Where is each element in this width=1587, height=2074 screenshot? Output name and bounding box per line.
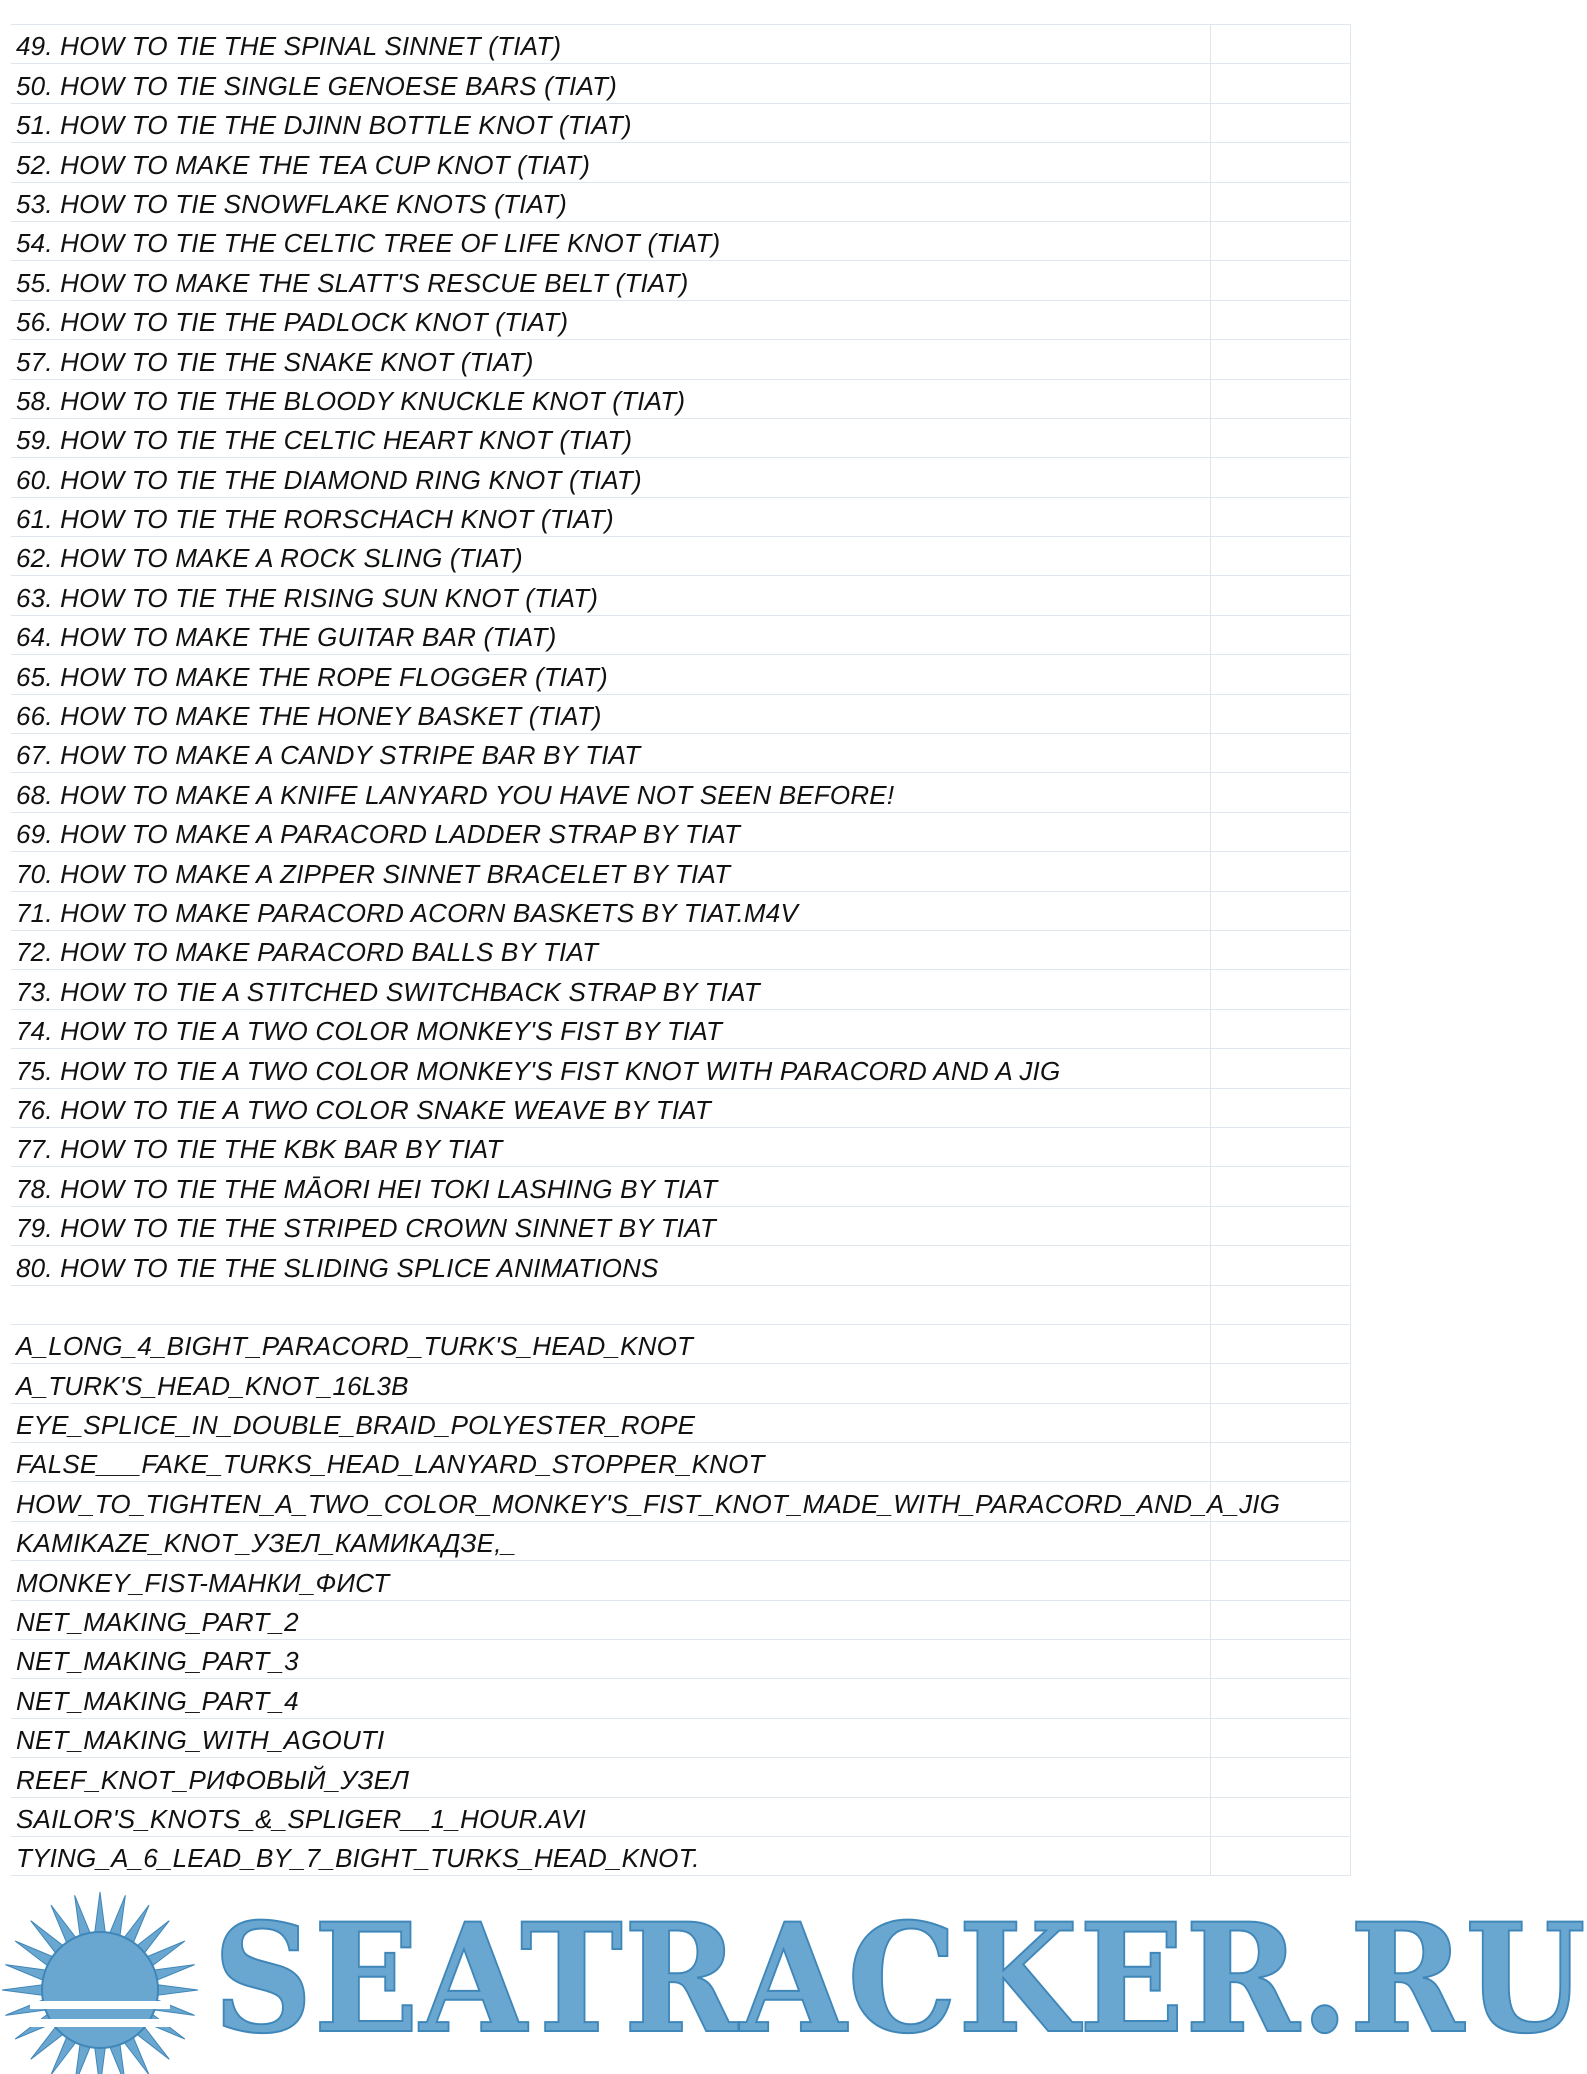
- sun-icon: [0, 1895, 220, 2074]
- cell-text: 51. HOW TO TIE THE DJINN BOTTLE KNOT (TIAT): [16, 110, 632, 141]
- table-row: [11, 1010, 1351, 1049]
- cell-text: 56. HOW TO TIE THE PADLOCK KNOT (TIAT): [16, 307, 569, 338]
- table-row: [11, 1286, 1351, 1325]
- cell-b[interactable]: [1211, 458, 1351, 496]
- table-row: [11, 1089, 1351, 1128]
- cell-b[interactable]: [1211, 1049, 1351, 1087]
- cell-text: KAMIKAZE_KNOT_УЗЕЛ_КАМИКАДЗЕ,_: [16, 1528, 517, 1559]
- cell-b[interactable]: [1211, 1443, 1351, 1481]
- table-row: [11, 1798, 1351, 1837]
- sun-ray: [95, 1892, 106, 1934]
- table-row: [11, 537, 1351, 576]
- sun-ray: [152, 1965, 194, 1981]
- table-row: [11, 1167, 1351, 1206]
- cell-a[interactable]: [11, 1325, 1211, 1363]
- cell-a[interactable]: [11, 104, 1211, 142]
- cell-b[interactable]: [1211, 1640, 1351, 1678]
- cell-text: MONKEY_FIST-МАНКИ_ФИСТ: [16, 1567, 390, 1598]
- cell-b[interactable]: [1211, 813, 1351, 851]
- cell-a[interactable]: [11, 734, 1211, 772]
- cell-text: NET_MAKING_PART_4: [16, 1685, 299, 1716]
- cell-a[interactable]: [11, 1522, 1211, 1560]
- table-row: [11, 1404, 1351, 1443]
- cell-b[interactable]: [1211, 931, 1351, 969]
- cell-text: 57. HOW TO TIE THE SNAKE KNOT (TIAT): [16, 346, 534, 377]
- watermark-text: SEATRACKER.RU: [213, 1891, 1587, 2067]
- table-row: [11, 616, 1351, 655]
- cell-b[interactable]: [1211, 301, 1351, 339]
- cell-text: 50. HOW TO TIE SINGLE GENOESE BARS (TIAT): [16, 70, 618, 101]
- cell-text: REEF_KNOT_РИФОВЫЙ_УЗЕЛ: [16, 1764, 410, 1795]
- cell-b[interactable]: [1211, 1128, 1351, 1166]
- cell-b[interactable]: [1211, 773, 1351, 811]
- table-row: [11, 222, 1351, 261]
- cell-text: 80. HOW TO TIE THE SLIDING SPLICE ANIMATIONS: [16, 1252, 659, 1283]
- cell-text: NET_MAKING_PART_3: [16, 1646, 299, 1677]
- table-row: [11, 1364, 1351, 1403]
- cell-a[interactable]: [11, 1640, 1211, 1678]
- cell-a[interactable]: [11, 537, 1211, 575]
- cell-text: 73. HOW TO TIE A STITCHED SWITCHBACK STRAP BY TIAT: [16, 976, 760, 1007]
- cell-b[interactable]: [1211, 1404, 1351, 1442]
- cell-a[interactable]: [11, 1601, 1211, 1639]
- table-row: [11, 1561, 1351, 1600]
- cell-text: 69. HOW TO MAKE A PARACORD LADDER STRAP BY TIAT: [16, 819, 741, 850]
- sun-ray: [156, 1985, 198, 1996]
- cell-text: 63. HOW TO TIE THE RISING SUN KNOT (TIAT): [16, 582, 599, 613]
- cell-b[interactable]: [1211, 1482, 1351, 1520]
- sun-ray: [2, 1985, 44, 1996]
- cell-text: 66. HOW TO MAKE THE HONEY BASKET (TIAT): [16, 701, 602, 732]
- table-row: [11, 852, 1351, 891]
- cell-a[interactable]: [11, 1719, 1211, 1757]
- table-row: [11, 1049, 1351, 1088]
- table-row: [11, 1325, 1351, 1364]
- table-row: [11, 1522, 1351, 1561]
- table-row: [11, 734, 1351, 773]
- table-row: [11, 892, 1351, 931]
- cell-a[interactable]: [11, 301, 1211, 339]
- table-row: [11, 498, 1351, 537]
- table-row: [11, 773, 1351, 812]
- cell-a[interactable]: [11, 1049, 1211, 1087]
- table-row: [11, 813, 1351, 852]
- cell-a[interactable]: [11, 183, 1211, 221]
- cell-text: 54. HOW TO TIE THE CELTIC TREE OF LIFE KNOT (TIAT): [16, 228, 721, 259]
- cell-a[interactable]: [11, 616, 1211, 654]
- cell-a[interactable]: [11, 1128, 1211, 1166]
- table-row: [11, 1601, 1351, 1640]
- table-row: [11, 655, 1351, 694]
- cell-b[interactable]: [1211, 380, 1351, 418]
- cell-text: SAILOR'S_KNOTS_&_SPLIGER__1_HOUR.AVI: [16, 1803, 586, 1834]
- cell-b[interactable]: [1211, 892, 1351, 930]
- cell-text: 49. HOW TO TIE THE SPINAL SINNET (TIAT): [16, 31, 562, 62]
- cell-text: HOW_TO_TIGHTEN_A_TWO_COLOR_MONKEY'S_FIST_KNOT_MADE_WITH_PARACORD_AND_A_JIG: [16, 1488, 1281, 1519]
- cell-b[interactable]: [1211, 1837, 1351, 1875]
- cell-a[interactable]: [11, 813, 1211, 851]
- cell-b[interactable]: [1211, 419, 1351, 457]
- cell-text: 59. HOW TO TIE THE CELTIC HEART KNOT (TIAT): [16, 425, 633, 456]
- cell-text: 60. HOW TO TIE THE DIAMOND RING KNOT (TIAT): [16, 464, 642, 495]
- cell-a[interactable]: [11, 1443, 1211, 1481]
- cell-b[interactable]: [1211, 1798, 1351, 1836]
- cell-a[interactable]: [11, 970, 1211, 1008]
- cell-b[interactable]: [1211, 1325, 1351, 1363]
- sun-ray: [5, 1965, 47, 1981]
- cell-text: A_LONG_4_BIGHT_PARACORD_TURK'S_HEAD_KNOT: [16, 1331, 694, 1362]
- cell-text: 75. HOW TO TIE A TWO COLOR MONKEY'S FIST KNOT WITH PARACORD AND A JIG: [16, 1055, 1061, 1086]
- cell-b[interactable]: [1211, 1246, 1351, 1284]
- cell-text: EYE_SPLICE_IN_DOUBLE_BRAID_POLYESTER_ROPE: [16, 1410, 696, 1441]
- cell-a[interactable]: [11, 498, 1211, 536]
- cell-text: TYING_A_6_LEAD_BY_7_BIGHT_TURKS_HEAD_KNOT.: [16, 1843, 700, 1874]
- cell-b[interactable]: [1211, 1286, 1351, 1324]
- sun-ray: [109, 1895, 125, 1937]
- cell-a[interactable]: [11, 143, 1211, 181]
- table-row: [11, 1246, 1351, 1285]
- cell-b[interactable]: [1211, 1719, 1351, 1757]
- cell-b[interactable]: [1211, 498, 1351, 536]
- table-row: [11, 458, 1351, 497]
- cell-b[interactable]: [1211, 655, 1351, 693]
- cell-a[interactable]: [11, 1364, 1211, 1402]
- cell-text: NET_MAKING_WITH_AGOUTI: [16, 1725, 385, 1756]
- cell-text: 78. HOW TO TIE THE MĀORI HEI TOKI LASHING BY TIAT: [16, 1173, 718, 1204]
- cell-text: 53. HOW TO TIE SNOWFLAKE KNOTS (TIAT): [16, 188, 568, 219]
- cell-a[interactable]: [11, 1089, 1211, 1127]
- table-row: [11, 576, 1351, 615]
- cell-a[interactable]: [11, 1837, 1211, 1875]
- cell-a[interactable]: [11, 852, 1211, 890]
- table-row: [11, 1443, 1351, 1482]
- cell-a[interactable]: [11, 222, 1211, 260]
- cell-a[interactable]: [11, 340, 1211, 378]
- cell-a[interactable]: [11, 1482, 1281, 1520]
- table-row: [11, 261, 1351, 300]
- cell-b[interactable]: [1211, 183, 1351, 221]
- cell-a[interactable]: [11, 1286, 1211, 1324]
- table-row: [11, 301, 1351, 340]
- cell-b[interactable]: [1211, 1010, 1351, 1048]
- cell-a[interactable]: [11, 1246, 1211, 1284]
- sun-ray: [75, 1895, 91, 1937]
- cell-b[interactable]: [1211, 1601, 1351, 1639]
- cell-text: 67. HOW TO MAKE A CANDY STRIPE BAR BY TIAT: [16, 740, 641, 771]
- cell-b[interactable]: [1211, 734, 1351, 772]
- cell-b[interactable]: [1211, 695, 1351, 733]
- cell-a[interactable]: [11, 773, 1211, 811]
- cell-text: A_TURK'S_HEAD_KNOT_16L3B: [16, 1370, 409, 1401]
- cell-b[interactable]: [1211, 261, 1351, 299]
- cell-a[interactable]: [11, 261, 1211, 299]
- table-row: [11, 1719, 1351, 1758]
- cell-b[interactable]: [1211, 1089, 1351, 1127]
- table-row: [11, 380, 1351, 419]
- cell-a[interactable]: [11, 1207, 1211, 1245]
- cell-b[interactable]: [1211, 1679, 1351, 1717]
- cell-b[interactable]: [1211, 1167, 1351, 1205]
- table-row: [11, 104, 1351, 143]
- cell-text: 79. HOW TO TIE THE STRIPED CROWN SINNET BY TIAT: [16, 1213, 716, 1244]
- cell-b[interactable]: [1211, 537, 1351, 575]
- table-row: [11, 1758, 1351, 1797]
- cell-a[interactable]: [11, 419, 1211, 457]
- cell-b[interactable]: [1211, 1364, 1351, 1402]
- cell-text: 58. HOW TO TIE THE BLOODY KNUCKLE KNOT (TIAT): [16, 385, 686, 416]
- table-row: [11, 1207, 1351, 1246]
- cell-b[interactable]: [1211, 222, 1351, 260]
- cell-b[interactable]: [1211, 1758, 1351, 1796]
- table-row: [11, 1679, 1351, 1718]
- cell-b[interactable]: [1211, 104, 1351, 142]
- cell-text: 55. HOW TO MAKE THE SLATT'S RESCUE BELT (TIAT): [16, 267, 689, 298]
- cell-b[interactable]: [1211, 25, 1351, 63]
- cell-text: 62. HOW TO MAKE A ROCK SLING (TIAT): [16, 543, 523, 574]
- table-row: [11, 695, 1351, 734]
- sun-ray: [95, 2046, 106, 2074]
- cell-text: 74. HOW TO TIE A TWO COLOR MONKEY'S FIST BY TIAT: [16, 1016, 723, 1047]
- table-row: [11, 970, 1351, 1009]
- cell-text: 76. HOW TO TIE A TWO COLOR SNAKE WEAVE BY TIAT: [16, 1094, 711, 1125]
- cell-a[interactable]: [11, 1167, 1211, 1205]
- cell-a[interactable]: [11, 64, 1211, 102]
- table-row: [11, 143, 1351, 182]
- cell-a[interactable]: [11, 1010, 1211, 1048]
- cell-a[interactable]: [11, 458, 1211, 496]
- cell-a[interactable]: [11, 25, 1211, 63]
- cell-a[interactable]: [11, 576, 1211, 614]
- table-row: [11, 183, 1351, 222]
- cell-text: 64. HOW TO MAKE THE GUITAR BAR (TIAT): [16, 622, 557, 653]
- cell-a[interactable]: [11, 1679, 1211, 1717]
- table-row: [11, 419, 1351, 458]
- table-row: [11, 1482, 1351, 1521]
- cell-b[interactable]: [1211, 616, 1351, 654]
- cell-a[interactable]: [11, 1798, 1211, 1836]
- table-row: [11, 931, 1351, 970]
- table-row: [11, 1128, 1351, 1167]
- cell-text: 52. HOW TO MAKE THE TEA CUP KNOT (TIAT): [16, 149, 591, 180]
- cell-text: 77. HOW TO TIE THE KBK BAR BY TIAT: [16, 1134, 503, 1165]
- cell-b[interactable]: [1211, 852, 1351, 890]
- cell-text: FALSE___FAKE_TURKS_HEAD_LANYARD_STOPPER_KNOT: [16, 1449, 765, 1480]
- table-row: [11, 1640, 1351, 1679]
- table-row: [11, 340, 1351, 379]
- cell-b[interactable]: [1211, 970, 1351, 1008]
- cell-b[interactable]: [1211, 143, 1351, 181]
- cell-b[interactable]: [1211, 64, 1351, 102]
- cell-a[interactable]: [11, 1404, 1211, 1442]
- cell-text: 71. HOW TO MAKE PARACORD ACORN BASKETS BY TIAT.M4V: [16, 897, 798, 928]
- cell-text: 72. HOW TO MAKE PARACORD BALLS BY TIAT: [16, 937, 599, 968]
- cell-b[interactable]: [1211, 1207, 1351, 1245]
- cell-text: NET_MAKING_PART_2: [16, 1607, 299, 1638]
- spreadsheet-grid: [11, 24, 1351, 1876]
- cell-text: 68. HOW TO MAKE A KNIFE LANYARD YOU HAVE NOT SEEN BEFORE!: [16, 779, 895, 810]
- cell-text: 61. HOW TO TIE THE RORSCHACH KNOT (TIAT): [16, 504, 614, 535]
- table-row: [11, 1837, 1351, 1876]
- cell-a[interactable]: [11, 1758, 1211, 1796]
- table-row: [11, 25, 1351, 64]
- cell-b[interactable]: [1211, 1561, 1351, 1599]
- cell-b[interactable]: [1211, 1522, 1351, 1560]
- cell-a[interactable]: [11, 1561, 1211, 1599]
- cell-a[interactable]: [11, 655, 1211, 693]
- table-row: [11, 64, 1351, 103]
- cell-a[interactable]: [11, 931, 1211, 969]
- cell-a[interactable]: [11, 380, 1211, 418]
- cell-b[interactable]: [1211, 340, 1351, 378]
- cell-text: 70. HOW TO MAKE A ZIPPER SINNET BRACELET BY TIAT: [16, 858, 731, 889]
- cell-a[interactable]: [11, 695, 1211, 733]
- cell-text: 65. HOW TO MAKE THE ROPE FLOGGER (TIAT): [16, 661, 608, 692]
- cell-a[interactable]: [11, 892, 1211, 930]
- cell-b[interactable]: [1211, 576, 1351, 614]
